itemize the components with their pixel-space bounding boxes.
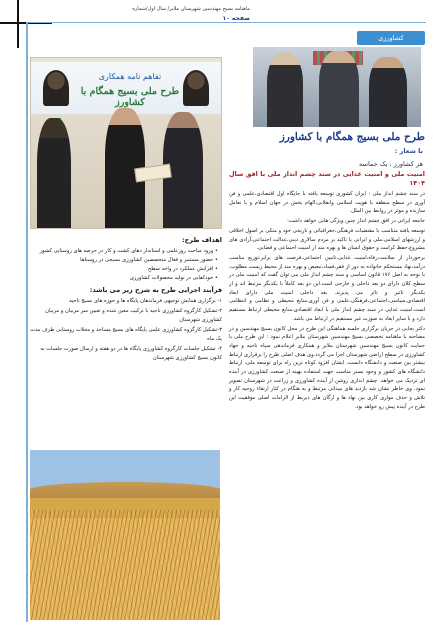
execution-item: ۱- برگزاری همایش توجیهی فرماندهان پایگاه ها و حوزه های بسیج ناحیه <box>69 298 222 304</box>
goals-heading: اهداف طرح: <box>182 236 222 244</box>
person-left <box>37 118 71 228</box>
goal-item: • خودکفایی در تولید محصولات کشاورزی <box>129 275 218 281</box>
article-body <box>229 170 425 413</box>
officials-photo <box>253 47 421 127</box>
article-title: طرح ملی بسیج همگام با کشاورز <box>279 131 425 143</box>
official-2 <box>319 51 359 127</box>
article-byline: با شعار : <box>394 147 423 155</box>
article-paragraph: جامعه ایرانی در افق چشم انداز چنین ویژگی هایی خواهد داشت: <box>287 218 425 225</box>
goal-item: • حضور مستمر و فعال متخصصین کشاورزی بسیجی در روستاها <box>80 257 218 263</box>
ceremony-banner <box>31 62 221 114</box>
official-3 <box>369 57 407 127</box>
article-subhead: امنیت ملی و امنیت غذایی در سند چشم انداز ملی با افق سال ۱۴۰۴ <box>229 170 425 187</box>
execution-item: ۳-تشکیل کارگروه کشاورزی علمی پایگاه های بسیج مساجد و محلات روستایی طرف مدت یک ماه <box>30 327 222 342</box>
header-line: ماهنامه بسیج مهندسین شهرستان ملایر/ سال اول/شماره <box>132 6 250 12</box>
goals-list <box>30 247 222 283</box>
execution-list <box>30 297 222 363</box>
article-paragraph: در سند چشم انداز ملی : ایران کشوری توسعه یافته با جایگاه اول اقتصادی،علمی و فن آوری در سطح منطقه با هویت اسلامی وانقلابی،الهام بخش در جهان اسلام و با تعامل سازنده و موثر در روابط بین الملل. <box>229 191 425 215</box>
wheat-field-photo <box>30 450 220 620</box>
page-number: صفحه ۱۰ <box>222 15 250 22</box>
article-slogan: هر کشاورز ، یک حماسه <box>359 160 423 168</box>
banner-line2: طرح ملی بسیج همگام با کشاورز <box>80 86 180 108</box>
guide-line-vertical <box>26 22 28 622</box>
execution-heading: فرآیند اجرایی طرح به شرح زیر می باشد: <box>89 286 222 294</box>
wheat-stalks <box>30 510 220 620</box>
goal-item: • افزایش عملکرد در واحد سطح <box>147 266 218 272</box>
page-header <box>60 4 250 24</box>
banner-line1: تفاهم نامه همکاری <box>98 72 162 81</box>
execution-item: ۴- تشکیل جلسات کارگروه کشاورزی پایگاه ها در دو هفته و ارسال صورت جلسات به کانون بسیج کشاورزی شهرستان <box>40 346 222 361</box>
official-1 <box>267 53 303 127</box>
portrait-left <box>43 70 69 106</box>
article-paragraph: توسعه یافته متناسب با مقتضیات فرهنگی،جغرافیائی و تاریخی خود و متکی بر اصول اخلاقی و ارزشهای اسلامی،ملی و ایرانی با تاکید بر مردم سالاری دینی،عدالت اجتماعی،آزادی های مشروع،حفظ کرامت و حقوق انسان ها و بهره مند از امنیت اجتماعی و قضایی. <box>229 227 425 252</box>
field-hills <box>30 482 220 498</box>
section-tab: کشاورزی <box>357 31 425 45</box>
goals-and-process <box>30 236 222 364</box>
goal-item: • ورود مباحث روزعلمی و استاندار دهای کشت و کار در حرصه های روستایی کشور <box>39 248 218 254</box>
ceremony-photo <box>30 57 222 229</box>
article-paragraph: برخوردار از سلامت،رفاه،امنیت غذایی،تامین اجتماعی،فرصت های برابر،توزیع مناسب درآمد،نهاد مستحکم خانواده به دور از فقر،فساد،تبعیض و بهره مند از محیط زیست مطلوب، با توجه به اصل ۱۷۶ قانون اساسی و سند چشم انداز ملی می توان گفت که امنیت ملی در سطح کلان دارای دو بعد داخلی و خارجی است.این دو بعد کاملاً با یکدیگر مرتبط اند و از یکدیگر تاثیر و تاثر می پذیرند. بعد داخلی امنیت ملی دارای ابعاد اقتصادی،سیاسی،اجتماعی،فرهنگی،علمی و فن آوری،منابع محیطی و نظامی و انتظامی است.امنیت غذایی در سند چشم انداز ملی با ابعاد اقتصادی،منابع محیطی ارتباط مستقیم دارد و با سایر ابعاد به صورت غیر مستقیم در ارتباط می باشد. <box>229 254 425 322</box>
article-paragraph: دکتر بجایی در جریان برگزاری جلسه هماهنگی این طرح در محل کانون بسیج مهندسین و در مصاحبه با ماهنامه تخصصی بسیج مهندسین شهرستان ملایر اعلام نمود : این طرح ملی با حمایت کانون بسیج مهندسین شهرستان ملایر و همکاری فرماندهی سپاه ناحیه و جهاد کشاورزی در سطح اراضی شهرستان اجرا می گردد.وی هدف اصلی طرح را برقراری ارتباط بیشتر بین صنعت و دانشگاه دانست. ایشان افزود کوتاه ترین راه برای توسعه ملی، ارتباط دانشگاه های کشور و وجود بستر مناسب جهت استفاده بهینه از صنعت کشاورزی در آینده ای نزدیک می خواهد. چشم اندازی روشن از آینده کشاورزی و زراعت در شهرستان تصویر نمود. وی خاطر نشان شد بازدید های میدانی مرتبط و به هنگام در کنار ارتقاء روحیه کار و تلاش و حذف موازی کاری بین نهاد ها و ارگان های ذیربط از الزامات اصلی موفقیت این طرح در آینده پیش رو خواهد بود. <box>229 325 425 410</box>
crop-mark-vertical <box>17 0 19 48</box>
execution-item: ۲-تشکیل کارگروه کشاورزی ناحیه با ترکیب معین شده و تعیین سر مربیان و مربیان کشاورزی شهرستان <box>45 308 222 323</box>
portrait-right <box>183 70 209 106</box>
